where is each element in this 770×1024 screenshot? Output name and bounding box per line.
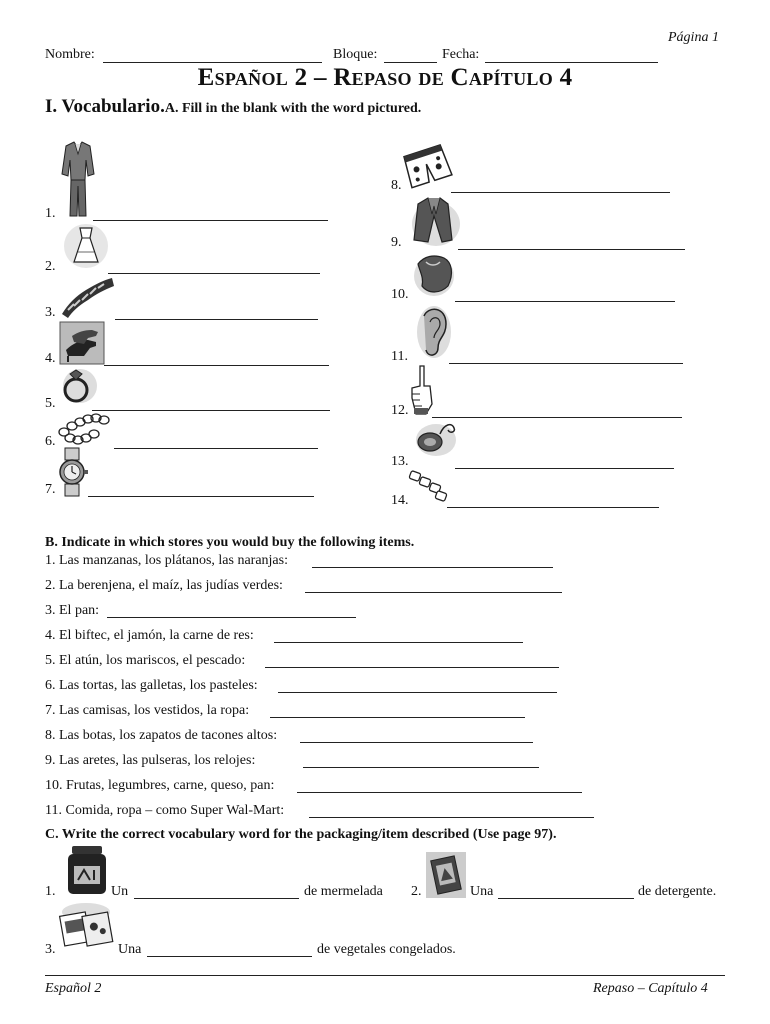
shoes-icon bbox=[60, 322, 104, 364]
section-b-item-11: 11. Comida, ropa – como Super Wal-Mart: bbox=[45, 803, 285, 818]
item-7-blank[interactable] bbox=[88, 496, 314, 497]
page-number: Página 1 bbox=[668, 30, 719, 45]
section-c-heading: C. Write the correct vocabulary word for the packaging/item described (Use page 97). bbox=[45, 827, 557, 842]
section-c-3-suffix: de vegetales congelados. bbox=[317, 942, 456, 957]
finger-icon bbox=[408, 364, 436, 416]
section-c-3-blank[interactable] bbox=[147, 956, 312, 957]
dress-icon bbox=[62, 222, 110, 270]
item-1-number: 1. bbox=[45, 206, 56, 221]
section-b-blank-3[interactable] bbox=[107, 617, 356, 618]
section-b-item-9: 9. Las aretes, las pulseras, los relojes: bbox=[45, 753, 256, 768]
item-12-blank[interactable] bbox=[432, 417, 682, 418]
footer-right: Repaso – Capítulo 4 bbox=[593, 981, 708, 996]
section-b-heading: B. Indicate in which stores you would buy the following items. bbox=[45, 535, 415, 550]
earring-icon bbox=[412, 418, 462, 458]
section-c-1-article: Un bbox=[111, 884, 129, 899]
nombre-blank[interactable] bbox=[103, 62, 322, 63]
item-5-blank[interactable] bbox=[92, 410, 330, 411]
section-b-blank-8[interactable] bbox=[300, 742, 533, 743]
nombre-label: Nombre: bbox=[45, 47, 95, 62]
necklace-icon bbox=[56, 410, 114, 446]
shirt-icon bbox=[410, 252, 456, 298]
fecha-label: Fecha: bbox=[442, 47, 480, 62]
ear-icon bbox=[412, 304, 452, 362]
item-12-number: 12. bbox=[391, 403, 409, 418]
item-10-number: 10. bbox=[391, 287, 409, 302]
section-c-2-suffix: de detergente. bbox=[638, 884, 717, 899]
section-b-blank-11[interactable] bbox=[309, 817, 594, 818]
section-c-3-article: Una bbox=[118, 942, 142, 957]
item-14-blank[interactable] bbox=[447, 507, 659, 508]
item-2-number: 2. bbox=[45, 259, 56, 274]
detergent-icon bbox=[426, 852, 466, 898]
section-b-blank-5[interactable] bbox=[265, 667, 559, 668]
section-b-blank-9[interactable] bbox=[303, 767, 539, 768]
fecha-blank[interactable] bbox=[485, 62, 658, 63]
section-b-blank-1[interactable] bbox=[312, 567, 553, 568]
item-10-blank[interactable] bbox=[455, 301, 675, 302]
section-c-3-number: 3. bbox=[45, 942, 56, 957]
section-b-item-6: 6. Las tortas, las galletas, los pasteles: bbox=[45, 678, 258, 693]
item-9-blank[interactable] bbox=[458, 249, 685, 250]
item-1-blank[interactable] bbox=[93, 220, 328, 221]
item-13-blank[interactable] bbox=[455, 468, 674, 469]
shorts-icon bbox=[402, 142, 452, 190]
footer-divider bbox=[45, 975, 725, 976]
bracelet-icon bbox=[408, 468, 448, 504]
section-c-2-number: 2. bbox=[411, 884, 422, 899]
item-11-number: 11. bbox=[391, 349, 408, 364]
section-b-blank-4[interactable] bbox=[274, 642, 523, 643]
item-3-number: 3. bbox=[45, 305, 56, 320]
item-4-number: 4. bbox=[45, 351, 56, 366]
section-c-1-blank[interactable] bbox=[134, 898, 299, 899]
section-c-2-article: Una bbox=[470, 884, 494, 899]
section-i-title: I. Vocabulario. bbox=[45, 96, 165, 117]
ring-icon bbox=[56, 366, 98, 406]
item-9-number: 9. bbox=[391, 235, 402, 250]
section-b-item-3: 3. El pan: bbox=[45, 603, 100, 618]
scarf-icon bbox=[58, 274, 116, 318]
section-b-blank-6[interactable] bbox=[278, 692, 557, 693]
section-b-blank-10[interactable] bbox=[297, 792, 582, 793]
section-i-heading bbox=[45, 96, 421, 118]
section-b-item-1: 1. Las manzanas, los plátanos, las naranjas: bbox=[45, 553, 288, 568]
bloque-blank[interactable] bbox=[384, 62, 437, 63]
bloque-label: Bloque: bbox=[333, 47, 378, 62]
section-c-1-suffix: de mermelada bbox=[304, 884, 383, 899]
item-6-number: 6. bbox=[45, 434, 56, 449]
section-c-2-blank[interactable] bbox=[498, 898, 634, 899]
section-c-1-number: 1. bbox=[45, 884, 56, 899]
watch-icon bbox=[54, 448, 90, 496]
item-11-blank[interactable] bbox=[449, 363, 683, 364]
item-5-number: 5. bbox=[45, 396, 56, 411]
item-14-number: 14. bbox=[391, 493, 409, 508]
item-6-blank[interactable] bbox=[114, 448, 318, 449]
section-b-item-8: 8. Las botas, los zapatos de tacones altos: bbox=[45, 728, 278, 743]
item-2-blank[interactable] bbox=[108, 273, 320, 274]
item-7-number: 7. bbox=[45, 482, 56, 497]
section-b-item-7: 7. Las camisas, los vestidos, la ropa: bbox=[45, 703, 250, 718]
section-b-blank-7[interactable] bbox=[270, 717, 525, 718]
item-8-blank[interactable] bbox=[451, 192, 670, 193]
footer-left: Español 2 bbox=[45, 981, 102, 996]
item-13-number: 13. bbox=[391, 454, 409, 469]
section-b-item-2: 2. La berenjena, el maíz, las judías verdes: bbox=[45, 578, 283, 593]
section-i-sub: A. Fill in the blank with the word pictured. bbox=[164, 101, 422, 116]
section-b-item-10: 10. Frutas, legumbres, carne, queso, pan: bbox=[45, 778, 275, 793]
page-title: Español 2 – Repaso de Capítulo 4 bbox=[197, 64, 573, 91]
jacket-icon bbox=[404, 194, 462, 250]
frozen-vegetables-icon bbox=[58, 902, 116, 948]
item-4-blank[interactable] bbox=[104, 365, 329, 366]
section-b-item-5: 5. El atún, los mariscos, el pescado: bbox=[45, 653, 246, 668]
item-3-blank[interactable] bbox=[115, 319, 318, 320]
section-b-blank-2[interactable] bbox=[305, 592, 562, 593]
jar-icon bbox=[66, 846, 108, 896]
item-8-number: 8. bbox=[391, 178, 402, 193]
suit-icon bbox=[58, 140, 98, 220]
section-b-item-4: 4. El biftec, el jamón, la carne de res: bbox=[45, 628, 254, 643]
